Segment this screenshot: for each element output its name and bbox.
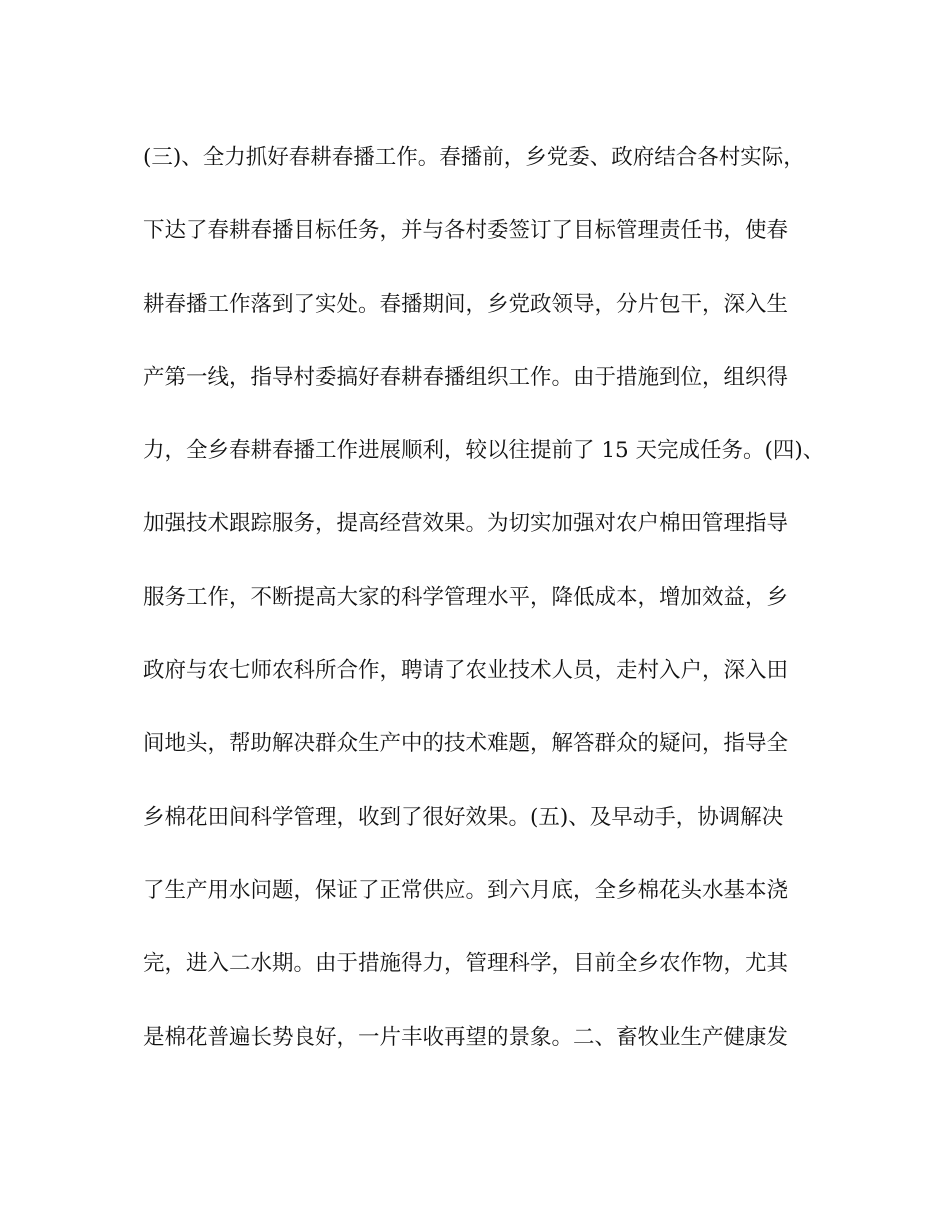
- text-line: 完，进入二水期。由于措施得力，管理科学，目前全乡农作物，尤其: [143, 951, 789, 977]
- text-line: 产第一线，指导村委搞好春耕春播组织工作。由于措施到位，组织得: [143, 364, 789, 390]
- text-line: 政府与农七师农科所合作，聘请了农业技术人员，走村入户，深入田: [143, 658, 789, 684]
- text-line: 间地头，帮助解决群众生产中的技术难题，解答群众的疑问，指导全: [143, 731, 789, 757]
- text-line: 服务工作，不断提高大家的科学管理水平，降低成本，增加效益，乡: [143, 584, 789, 610]
- text-line: 加强技术跟踪服务，提高经营效果。为切实加强对农户棉田管理指导: [143, 511, 789, 537]
- text-line: 了生产用水问题，保证了正常供应。到六月底，全乡棉花头水基本浇: [143, 877, 789, 903]
- text-line: (三)、全力抓好春耕春播工作。春播前，乡党委、政府结合各村实际，: [143, 145, 805, 170]
- body-text: [143, 137, 823, 1090]
- text-line: 是棉花普遍长势良好，一片丰收再望的景象。二、畜牧业生产健康发: [143, 1024, 789, 1050]
- text-line: 下达了春耕春播目标任务，并与各村委签订了目标管理责任书，使春: [143, 218, 789, 244]
- text-line: 乡棉花田间科学管理，收到了很好效果。(五)、及早动手，协调解决: [143, 804, 784, 830]
- text-line: 力，全乡春耕春播工作进展顺利，较以往提前了 15 天完成任务。(四)、: [143, 438, 825, 464]
- text-line: 耕春播工作落到了实处。春播期间，乡党政领导，分片包干，深入生: [143, 291, 789, 317]
